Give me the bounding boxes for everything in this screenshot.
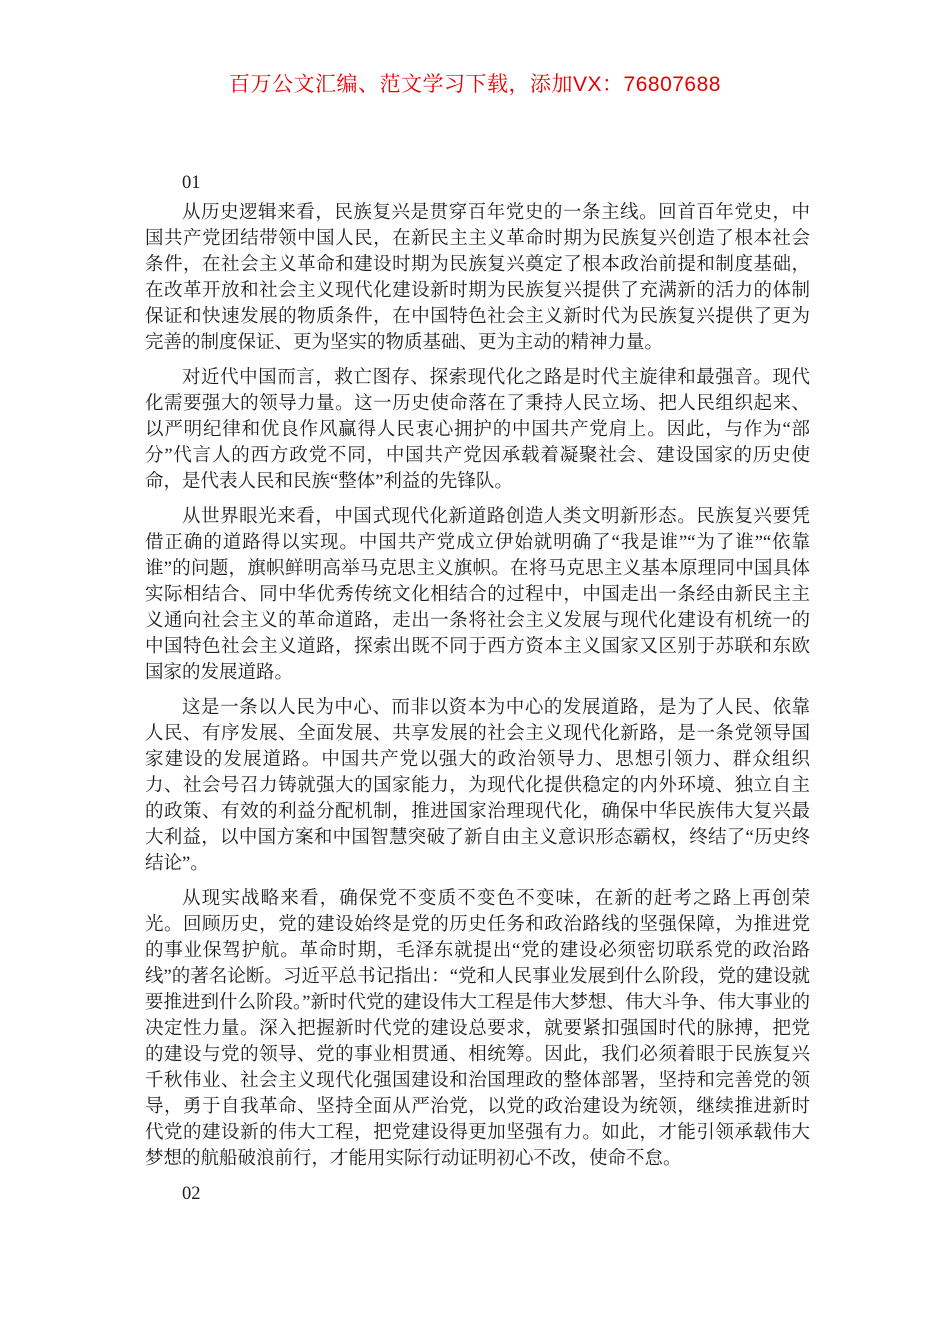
document-body [145,170,810,1207]
section-marker-01: 01 [182,173,201,193]
section-marker-02: 02 [182,1184,201,1204]
paragraph-4: 这是一条以人民为中心、而非以资本为中心的发展道路，是为了人民、依靠人民、有序发展、全面发展、共享发展的社会主义现代化新路，是一条党领导国家建设的发展道路。中国共产党以强大的政治领导力、思想引领力、群众组织力、社会号召力铸就强大的国家能力，为现代化提供稳定的内外环境、独立自主的政策、有效的利益分配机制，推进国家治理现代化，确保中华民族伟大复兴最大利益，以中国方案和中国智慧突破了新自由主义意识形态霸权，终结了“历史终结论”。 [145,698,810,874]
paragraph-2: 对近代中国而言，救亡图存、探索现代化之路是时代主旋律和最强音。现代化需要强大的领导力量。这一历史使命落在了秉持人民立场、把人民组织起来、以严明纪律和优良作风赢得人民衷心拥护的中国共产党肩上。因此，与作为“部分”代言人的西方政党不同，中国共产党因承载着凝聚社会、建设国家的历史使命，是代表人民和民族“整体”利益的先锋队。 [145,368,810,492]
paragraph-3: 从世界眼光来看，中国式现代化新道路创造人类文明新形态。民族复兴要凭借正确的道路得以实现。中国共产党成立伊始就明确了“我是谁”“为了谁”“依靠谁”的问题，旗帜鲜明高举马克思主义旗帜。在将马克思主义基本原理同中国具体实际相结合、同中华优秀传统文化相结合的过程中，中国走出一条经由新民主主义通向社会主义的革命道路，走出一条将社会主义发展与现代化建设有机统一的中国特色社会主义道路，探索出既不同于西方资本主义国家又区别于苏联和东欧国家的发展道路。 [145,507,810,683]
paragraph-1: 从历史逻辑来看，民族复兴是贯穿百年党史的一条主线。回首百年党史，中国共产党团结带领中国人民，在新民主主义革命时期为民族复兴创造了根本社会条件，在社会主义革命和建设时期为民族复兴奠定了根本政治前提和制度基础，在改革开放和社会主义现代化建设新时期为民族复兴提供了充满新的活力的体制保证和快速发展的物质条件，在中国特色社会主义新时代为民族复兴提供了更为完善的制度保证、更为坚实的物质基础、更为主动的精神力量。 [145,203,810,353]
paragraph-5: 从现实战略来看，确保党不变质不变色不变味，在新的赶考之路上再创荣光。回顾历史，党的建设始终是党的历史任务和政治路线的坚强保障，为推进党的事业保驾护航。革命时期，毛泽东就提出“党的建设必须密切联系党的政治路线”的著名论断。习近平总书记指出：“党和人民事业发展到什么阶段，党的建设就要推进到什么阶段。”新时代党的建设伟大工程是伟大梦想、伟大斗争、伟大事业的决定性力量。深入把握新时代党的建设总要求，就要紧扣强国时代的脉搏，把党的建设与党的领导、党的事业相贯通、相统筹。因此，我们必须着眼于民族复兴千秋伟业、社会主义现代化强国建设和治国理政的整体部署，坚持和完善党的领导，勇于自我革命、坚持全面从严治党，以党的政治建设为统领，继续推进新时代党的建设新的伟大工程，把党建设得更加坚强有力。如此，才能引领承载伟大梦想的航船破浪前行，才能用实际行动证明初心不改，使命不怠。 [145,889,810,1169]
header-notice: 百万公文汇编、范文学习下载，添加VX：76807688 [229,73,721,96]
